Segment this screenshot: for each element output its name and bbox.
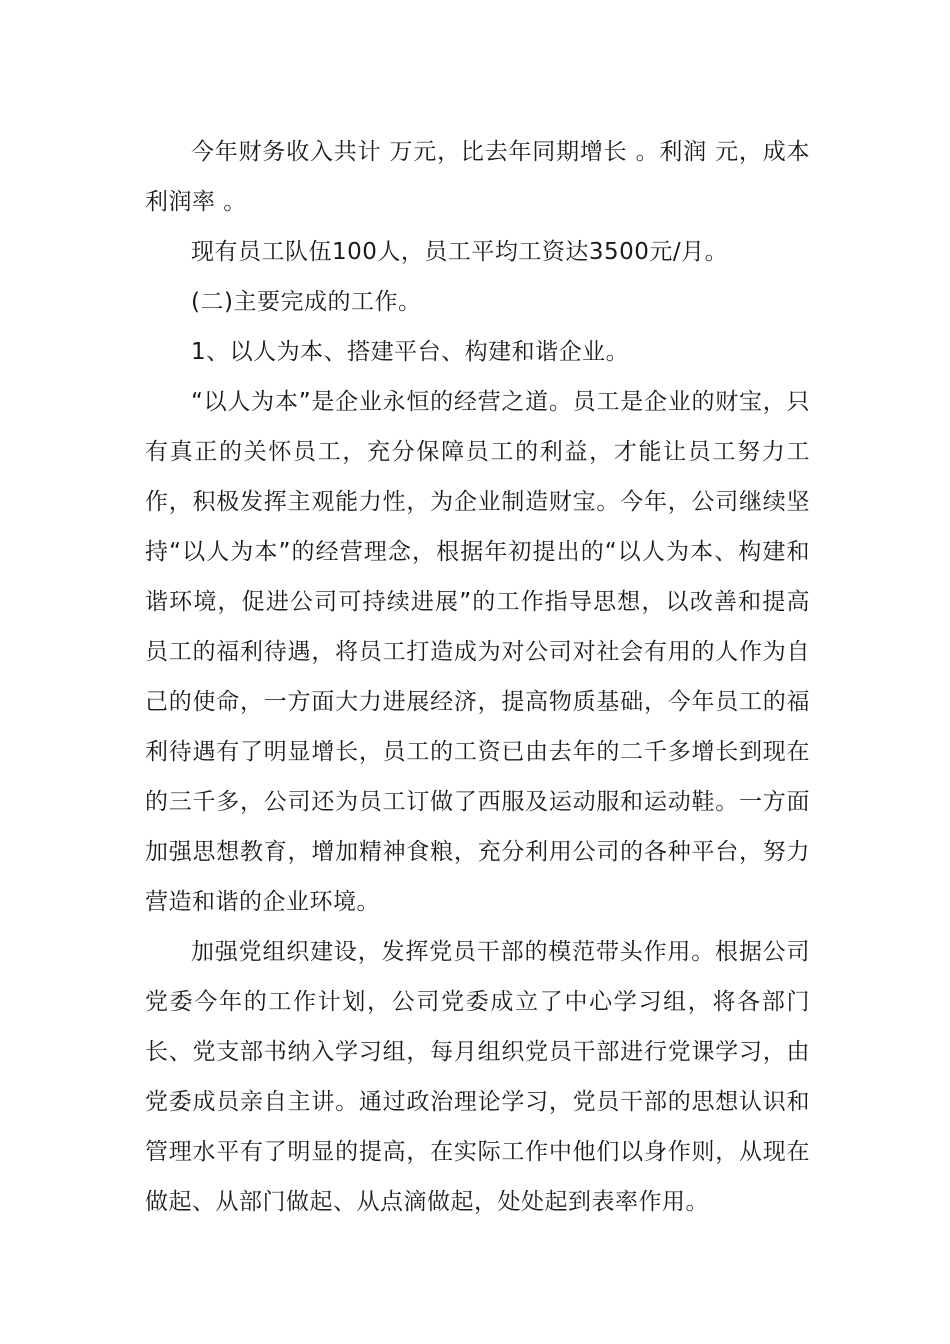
paragraph-finance-summary: 今年财务收入共计 万元，比去年同期增长 。利润 元，成本利润率 。 [145,139,810,215]
paragraph-party-building: 加强党组织建设，发挥党员干部的模范带头作用。根据公司党委今年的工作计划，公司党委成立了中心学习组，将各部门长、党支部书纳入学习组，每月组织党员干部进行党课学习，由党委成员亲自主讲。通过政治理论学习，党员干部的思想认识和管理水平有了明显的提高，在实际工作中他们以身作则，从现在做起、从部门做起、从点滴做起，处处起到表率作用。 [145,939,810,1215]
section-heading-main-work: (二)主要完成的工作。 [191,289,422,315]
paragraph-staff-count: 现有员工队伍100人，员工平均工资达3500元/月。 [191,239,729,265]
subheading-people-oriented: 1、以人为本、搭建平台、构建和谐企业。 [191,339,630,365]
paragraph-people-oriented: “以人为本”是企业永恒的经营之道。员工是企业的财宝，只有真正的关怀员工，充分保障员工的利益，才能让员工努力工作，积极发挥主观能力性，为企业制造财宝。今年，公司继续坚持“以人为本”的经营理念，根据年初提出的“以人为本、构建和谐环境，促进公司可持续进展”的工作指导思想，以改善和提高员工的福利待遇，将员工打造成为对公司对社会有用的人作为自己的使命，一方面大力进展经济，提高物质基础，今年员工的福利待遇有了明显增长，员工的工资已由去年的二千多增长到现在的三千多，公司还为员工订做了西服及运动服和运动鞋。一方面加强思想教育，增加精神食粮，充分利用公司的各种平台，努力营造和谐的企业环境。 [145,389,810,915]
document-body [145,127,810,1227]
